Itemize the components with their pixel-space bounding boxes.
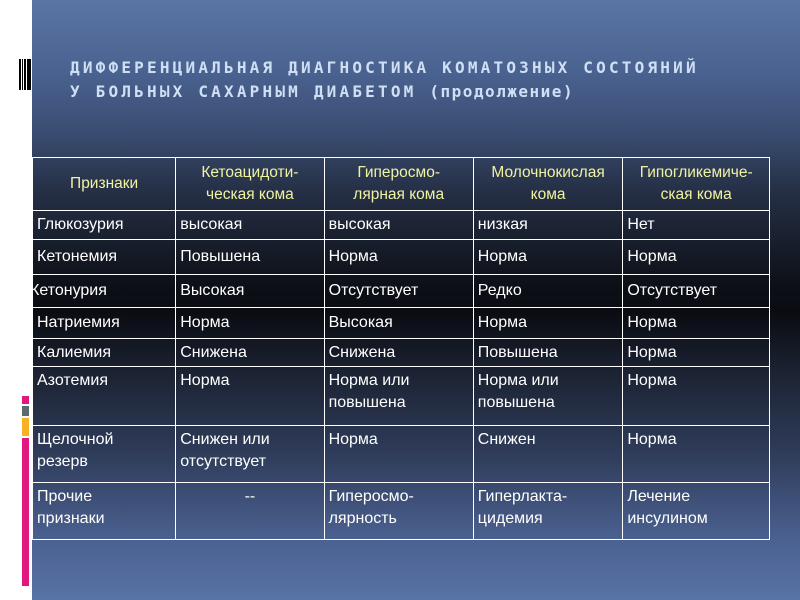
table-cell: Отсутствует	[324, 275, 473, 308]
title-line-1: ДИФФЕРЕНЦИАЛЬНАЯ ДИАГНОСТИКА КОМАТОЗНЫХ СОСТОЯНИЙ	[70, 58, 699, 77]
table-cell: Высокая	[176, 275, 324, 308]
table-cell	[623, 483, 770, 540]
cell-line: Снижен или	[180, 431, 270, 448]
table-cell: Повышена	[176, 240, 324, 275]
cell-line: признаки	[37, 510, 105, 527]
header-cell	[623, 158, 770, 211]
table-cell: Норма	[623, 240, 770, 275]
header-text: Признаки	[70, 175, 139, 192]
cell-line: Щелочной	[37, 431, 114, 448]
header-text: кома	[530, 186, 566, 203]
header-cell	[33, 158, 176, 211]
table-cell	[33, 483, 176, 540]
differential-diagnosis-table	[32, 157, 770, 540]
table-cell	[623, 426, 770, 483]
header-cell	[324, 158, 473, 211]
table-header-row	[33, 158, 770, 211]
table-cell: Отсутствует	[623, 275, 770, 308]
table-cell	[33, 367, 176, 426]
table-cell: высокая	[176, 211, 324, 240]
header-text: Молочнокислая	[491, 164, 605, 181]
cell-line: Норма или	[328, 372, 410, 389]
table-cell	[473, 367, 623, 426]
table-cell	[473, 483, 623, 540]
cell-line: Лечение	[627, 488, 691, 505]
cell-line: отсутствует	[180, 453, 267, 470]
header-cell	[176, 158, 324, 211]
cell-line: --	[244, 488, 256, 505]
table-cell: Норма	[176, 308, 324, 339]
table-cell: Норма	[324, 240, 473, 275]
cell-line: повышена	[477, 394, 555, 411]
table-cell: Снижена	[176, 339, 324, 367]
table-cell	[324, 426, 473, 483]
title-line-2-text: У БОЛЬНЫХ САХАРНЫМ ДИАБЕТОМ	[70, 82, 417, 101]
table-cell: Норма	[473, 308, 623, 339]
header-text: ская кома	[660, 186, 732, 203]
table-cell	[176, 483, 324, 540]
table-cell	[473, 426, 623, 483]
table-cell: Нет	[623, 211, 770, 240]
cell-line: Норма	[328, 431, 378, 448]
table-row	[33, 367, 770, 426]
cell-line: Норма	[627, 431, 677, 448]
table-cell: Норма	[473, 240, 623, 275]
cell-line: Гиперлакта-	[477, 488, 568, 505]
table-cell	[324, 483, 473, 540]
table-cell: Натриемия	[33, 308, 176, 339]
cell-line: Снижен	[477, 431, 536, 448]
table-row	[33, 308, 770, 339]
table-cell	[324, 367, 473, 426]
cell-line: инсулином	[627, 510, 708, 527]
header-cell	[473, 158, 623, 211]
cell-line: Гиперосмо-	[328, 488, 414, 505]
table-cell: Кетонурия	[33, 275, 176, 308]
cell-line: Норма	[627, 372, 677, 389]
table-row	[33, 339, 770, 367]
table-cell: Глюкозурия	[33, 211, 176, 240]
title-suffix: (продолжение)	[429, 82, 575, 101]
cell-line: Прочие	[37, 488, 93, 505]
table-row	[33, 240, 770, 275]
table-cell: Высокая	[324, 308, 473, 339]
table-cell: Редко	[473, 275, 623, 308]
header-text: Гипогликемиче-	[639, 164, 753, 181]
table-cell: Норма	[623, 308, 770, 339]
cell-line: Азотемия	[37, 372, 109, 389]
table-row	[33, 211, 770, 240]
table-cell: Кетонемия	[33, 240, 176, 275]
header-text: лярная кома	[353, 186, 445, 203]
table-row	[33, 426, 770, 483]
table-cell	[33, 426, 176, 483]
header-text: Гиперосмо-	[357, 164, 440, 181]
header-text: ческая кома	[206, 186, 294, 203]
header-text: Кетоацидоти-	[201, 164, 299, 181]
table-cell: Норма	[623, 339, 770, 367]
table-cell: низкая	[473, 211, 623, 240]
cell-line: Норма	[180, 372, 230, 389]
slide-title	[70, 56, 800, 104]
table-cell	[176, 426, 324, 483]
decorative-barcode-bars	[19, 59, 31, 90]
cell-line: резерв	[37, 453, 88, 470]
table-row	[33, 275, 770, 308]
table-cell	[176, 367, 324, 426]
cell-line: цидемия	[477, 510, 543, 527]
cell-line: лярность	[328, 510, 397, 527]
table-cell	[623, 367, 770, 426]
table-cell: Снижена	[324, 339, 473, 367]
table-row	[33, 483, 770, 540]
cell-line: повышена	[328, 394, 406, 411]
cell-line: Норма или	[477, 372, 559, 389]
title-line-2	[70, 80, 800, 104]
table-cell: Повышена	[473, 339, 623, 367]
table-cell: высокая	[324, 211, 473, 240]
table-cell: Калиемия	[33, 339, 176, 367]
